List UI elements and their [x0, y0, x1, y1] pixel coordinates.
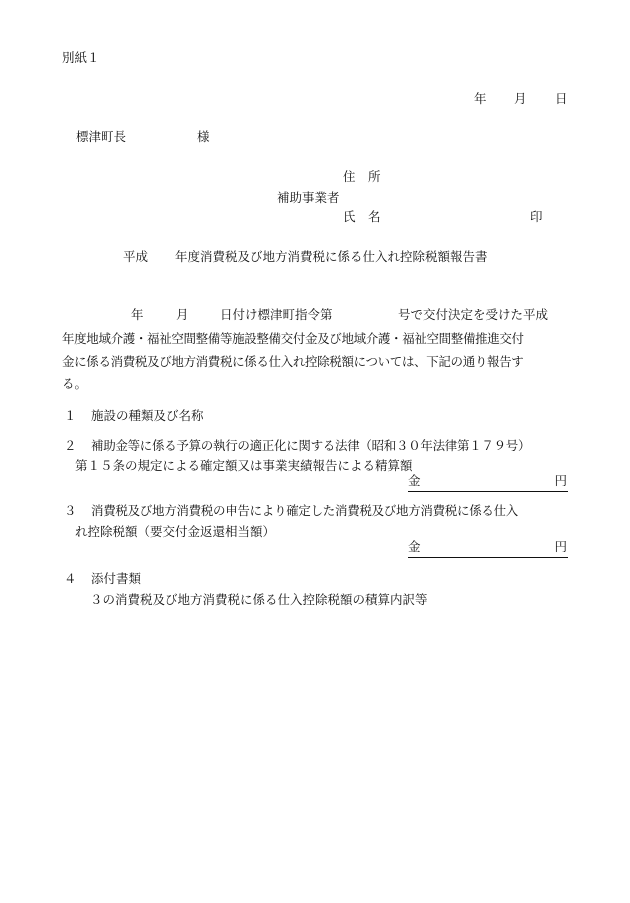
address-label: 住 所 — [343, 169, 381, 184]
title-text: 年度消費税及び地方消費税に係る仕入れ控除税額報告書 — [175, 249, 488, 264]
amount-line — [408, 475, 568, 492]
amount-unit: 円 — [554, 473, 567, 488]
item-number: １ — [64, 408, 77, 423]
amount-prefix: 金 — [408, 539, 421, 554]
seal-mark: 印 — [530, 209, 543, 224]
recipient-honorific: 様 — [197, 129, 210, 144]
item-text-cont: れ控除税額（要交付金返還相当額） — [75, 524, 276, 539]
attachment-label: 別紙１ — [62, 50, 100, 65]
item-text: 補助金等に係る予算の執行の適正化に関する法律（昭和３０年法律第１７９号） — [91, 438, 531, 453]
amount-unit: 円 — [554, 539, 567, 554]
item-text: 添付書類 — [91, 571, 142, 586]
item-number: ２ — [64, 438, 77, 453]
body-line-2: 年度地域介護・福祉空間整備等施設整備交付金及び地域介護・福祉空間整備推進交付 — [62, 331, 524, 346]
date-month: 月 — [514, 91, 527, 106]
item-text: 施設の種類及び名称 — [91, 408, 204, 423]
title-era: 平成 — [123, 249, 149, 264]
date-year: 年 — [474, 91, 487, 106]
body-year: 年 — [131, 307, 144, 322]
body-directive: 日付け標津町指令第 — [220, 307, 333, 322]
body-decision: 号で交付決定を受けた平成 — [398, 307, 549, 322]
item-number: ３ — [64, 503, 77, 518]
applicant-role: 補助事業者 — [277, 190, 340, 205]
body-month: 月 — [176, 307, 189, 322]
item-number: ４ — [64, 571, 77, 586]
date-day: 日 — [555, 91, 568, 106]
item-text-cont: ３の消費税及び地方消費税に係る仕入控除税額の積算内訳等 — [90, 592, 428, 607]
item-text-cont: 第１５条の規定による確定額又は事業実績報告による精算額 — [75, 458, 413, 473]
item-text: 消費税及び地方消費税の申告により確定した消費税及び地方消費税に係る仕入 — [91, 503, 519, 518]
amount-prefix: 金 — [408, 473, 421, 488]
body-line-4: る。 — [62, 376, 88, 391]
name-label: 氏 名 — [343, 209, 381, 224]
amount-line — [408, 541, 568, 558]
body-line-3: 金に係る消費税及び地方消費税に係る仕入れ控除税額については、下記の通り報告す — [62, 354, 524, 369]
recipient-name: 標津町長 — [76, 129, 127, 144]
